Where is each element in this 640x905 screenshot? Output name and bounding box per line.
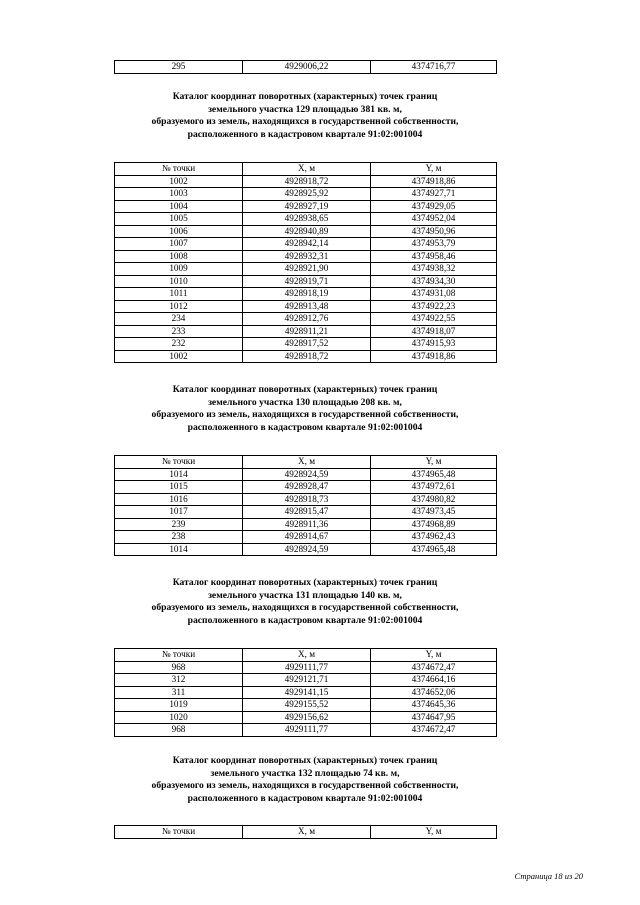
point-number-cell: 295 — [115, 61, 243, 74]
point-number-cell: 234 — [115, 313, 243, 326]
table-header — [115, 456, 497, 469]
caption-line: Каталог координат поворотных (характерных) точек границ — [172, 384, 438, 395]
y-coordinate-header: Y, м — [371, 163, 497, 176]
y-coordinate-cell: 4374922,55 — [371, 313, 497, 326]
caption-line: земельного участка 130 площадью 208 кв. м, — [208, 396, 402, 408]
table-row — [115, 531, 497, 544]
point-number-header: № точки — [115, 163, 243, 176]
table-row — [115, 238, 497, 251]
y-coordinate-header: Y, м — [371, 649, 497, 662]
point-number-cell: 1016 — [115, 493, 243, 506]
table-row — [115, 200, 497, 213]
y-coordinate-cell: 4374965,48 — [371, 543, 497, 556]
caption-line: расположенного в кадастровом квартале 91:02:001004 — [187, 614, 423, 626]
table-header — [115, 649, 497, 662]
table-row — [115, 724, 497, 737]
point-number-cell: 1014 — [115, 543, 243, 556]
x-coordinate-cell: 4928924,59 — [243, 468, 371, 481]
point-number-cell: 232 — [115, 338, 243, 351]
point-number-cell: 1008 — [115, 250, 243, 263]
point-number-cell: 239 — [115, 518, 243, 531]
point-number-cell: 1006 — [115, 225, 243, 238]
x-coordinate-cell: 4928917,52 — [243, 338, 371, 351]
table-row — [115, 61, 497, 74]
point-number-cell: 1019 — [115, 699, 243, 712]
y-coordinate-cell: 4374958,46 — [371, 250, 497, 263]
table-row — [115, 711, 497, 724]
caption-line: образуемого из земель, находящихся в государственной собственности, — [151, 780, 459, 792]
x-coordinate-cell: 4928913,48 — [243, 300, 371, 313]
point-number-header: № точки — [115, 826, 243, 839]
table-row — [115, 325, 497, 338]
table-row — [115, 543, 497, 556]
table-header — [115, 826, 497, 839]
table-row — [115, 506, 497, 519]
x-coordinate-cell: 4928915,47 — [243, 506, 371, 519]
x-coordinate-cell: 4929006,22 — [243, 61, 371, 74]
y-coordinate-cell: 4374950,96 — [371, 225, 497, 238]
x-coordinate-cell: 4928911,36 — [243, 518, 371, 531]
point-number-cell: 1002 — [115, 175, 243, 188]
y-coordinate-header: Y, м — [371, 456, 497, 469]
y-coordinate-cell: 4374647,95 — [371, 711, 497, 724]
page-number: Страница 18 из 20 — [514, 871, 583, 881]
coordinates-table — [114, 648, 497, 737]
y-coordinate-cell: 4374672,47 — [371, 724, 497, 737]
x-coordinate-cell: 4929156,62 — [243, 711, 371, 724]
y-coordinate-cell: 4374716,77 — [371, 61, 497, 74]
y-coordinate-cell: 4374918,07 — [371, 325, 497, 338]
x-coordinate-cell: 4928925,92 — [243, 188, 371, 201]
point-number-cell: 1009 — [115, 263, 243, 276]
continued-coordinates-table — [114, 60, 497, 74]
point-number-cell: 968 — [115, 724, 243, 737]
y-coordinate-cell: 4374973,45 — [371, 506, 497, 519]
table-body — [115, 468, 497, 556]
y-coordinate-cell: 4374915,93 — [371, 338, 497, 351]
header-row — [115, 456, 497, 469]
y-coordinate-cell: 4374927,71 — [371, 188, 497, 201]
x-coordinate-cell: 4929111,77 — [243, 724, 371, 737]
table-row — [115, 481, 497, 494]
point-number-cell: 1007 — [115, 238, 243, 251]
x-coordinate-header: Х, м — [243, 649, 371, 662]
x-coordinate-header: Х, м — [243, 826, 371, 839]
x-coordinate-cell: 4928924,59 — [243, 543, 371, 556]
x-coordinate-cell: 4928918,72 — [243, 175, 371, 188]
table-row — [115, 275, 497, 288]
caption-line: образуемого из земель, находящихся в государственной собственности, — [151, 409, 459, 421]
point-number-cell: 1017 — [115, 506, 243, 519]
x-coordinate-cell: 4928914,67 — [243, 531, 371, 544]
point-number-cell: 1002 — [115, 350, 243, 363]
table-row — [115, 338, 497, 351]
x-coordinate-cell: 4928918,72 — [243, 350, 371, 363]
x-coordinate-cell: 4928927,19 — [243, 200, 371, 213]
coordinates-table — [114, 162, 497, 363]
table-row — [115, 213, 497, 226]
caption-line: земельного участка 131 площадью 140 кв. м, — [208, 589, 402, 601]
table-row — [115, 350, 497, 363]
table-row — [115, 250, 497, 263]
y-coordinate-cell: 4374645,36 — [371, 699, 497, 712]
caption-line: расположенного в кадастровом квартале 91:02:001004 — [187, 128, 423, 140]
x-coordinate-cell: 4928938,65 — [243, 213, 371, 226]
point-number-cell: 1015 — [115, 481, 243, 494]
x-coordinate-header: Х, м — [243, 456, 371, 469]
x-coordinate-cell: 4928942,14 — [243, 238, 371, 251]
table-row — [115, 300, 497, 313]
x-coordinate-cell: 4928919,71 — [243, 275, 371, 288]
table-row — [115, 288, 497, 301]
continued-table-body — [115, 61, 497, 74]
y-coordinate-cell: 4374962,43 — [371, 531, 497, 544]
table-row — [115, 188, 497, 201]
table-row — [115, 518, 497, 531]
x-coordinate-cell: 4928932,31 — [243, 250, 371, 263]
point-number-cell: 1011 — [115, 288, 243, 301]
table-body — [115, 175, 497, 363]
coordinates-table — [114, 825, 497, 839]
x-coordinate-cell: 4928912,76 — [243, 313, 371, 326]
y-coordinate-cell: 4374972,61 — [371, 481, 497, 494]
x-coordinate-cell: 4929141,15 — [243, 686, 371, 699]
catalog-caption — [100, 91, 510, 141]
header-row — [115, 826, 497, 839]
point-number-cell: 312 — [115, 674, 243, 687]
table-row — [115, 686, 497, 699]
x-coordinate-cell: 4928928,47 — [243, 481, 371, 494]
x-coordinate-header: Х, м — [243, 163, 371, 176]
y-coordinate-cell: 4374929,05 — [371, 200, 497, 213]
y-coordinate-cell: 4374918,86 — [371, 350, 497, 363]
x-coordinate-cell: 4928918,73 — [243, 493, 371, 506]
table-header — [115, 163, 497, 176]
table-row — [115, 699, 497, 712]
y-coordinate-cell: 4374953,79 — [371, 238, 497, 251]
y-coordinate-cell: 4374965,48 — [371, 468, 497, 481]
point-number-cell: 238 — [115, 531, 243, 544]
table-body — [115, 661, 497, 736]
catalog-caption — [100, 577, 510, 627]
table-row — [115, 225, 497, 238]
y-coordinate-cell: 4374652,06 — [371, 686, 497, 699]
caption-line: расположенного в кадастровом квартале 91:02:001004 — [187, 421, 423, 433]
x-coordinate-cell: 4928940,89 — [243, 225, 371, 238]
caption-line: расположенного в кадастровом квартале 91:02:001004 — [187, 792, 423, 804]
point-number-cell: 1004 — [115, 200, 243, 213]
header-row — [115, 649, 497, 662]
point-number-header: № точки — [115, 649, 243, 662]
y-coordinate-cell: 4374938,32 — [371, 263, 497, 276]
x-coordinate-cell: 4928911,21 — [243, 325, 371, 338]
caption-line: Каталог координат поворотных (характерных) точек границ — [172, 91, 438, 102]
y-coordinate-cell: 4374968,89 — [371, 518, 497, 531]
header-row — [115, 163, 497, 176]
x-coordinate-cell: 4928918,19 — [243, 288, 371, 301]
y-coordinate-cell: 4374980,82 — [371, 493, 497, 506]
table-row — [115, 313, 497, 326]
coordinates-table — [114, 455, 497, 556]
y-coordinate-header: Y, м — [371, 826, 497, 839]
caption-line: образуемого из земель, находящихся в государственной собственности, — [151, 116, 459, 128]
y-coordinate-cell: 4374934,30 — [371, 275, 497, 288]
x-coordinate-cell: 4929121,71 — [243, 674, 371, 687]
table-row — [115, 175, 497, 188]
point-number-cell: 1003 — [115, 188, 243, 201]
caption-line: Каталог координат поворотных (характерных) точек границ — [172, 577, 438, 588]
point-number-cell: 1012 — [115, 300, 243, 313]
catalog-caption — [100, 755, 510, 805]
point-number-cell: 1020 — [115, 711, 243, 724]
y-coordinate-cell: 4374664,16 — [371, 674, 497, 687]
point-number-cell: 968 — [115, 661, 243, 674]
point-number-cell: 1014 — [115, 468, 243, 481]
caption-line: земельного участка 132 площадью 74 кв. м, — [210, 767, 400, 779]
caption-line: Каталог координат поворотных (характерных) точек границ — [172, 755, 438, 766]
y-coordinate-cell: 4374918,86 — [371, 175, 497, 188]
y-coordinate-cell: 4374922,23 — [371, 300, 497, 313]
catalog-caption — [100, 384, 510, 434]
caption-line: земельного участка 129 площадью 381 кв. м, — [208, 103, 402, 115]
table-row — [115, 468, 497, 481]
table-row — [115, 493, 497, 506]
table-row — [115, 661, 497, 674]
point-number-cell: 1005 — [115, 213, 243, 226]
x-coordinate-cell: 4929155,52 — [243, 699, 371, 712]
x-coordinate-cell: 4928921,90 — [243, 263, 371, 276]
x-coordinate-cell: 4929111,77 — [243, 661, 371, 674]
y-coordinate-cell: 4374931,08 — [371, 288, 497, 301]
point-number-cell: 311 — [115, 686, 243, 699]
table-row — [115, 674, 497, 687]
y-coordinate-cell: 4374672,47 — [371, 661, 497, 674]
point-number-cell: 233 — [115, 325, 243, 338]
point-number-cell: 1010 — [115, 275, 243, 288]
y-coordinate-cell: 4374952,04 — [371, 213, 497, 226]
caption-line: образуемого из земель, находящихся в государственной собственности, — [151, 602, 459, 614]
point-number-header: № точки — [115, 456, 243, 469]
table-row — [115, 263, 497, 276]
